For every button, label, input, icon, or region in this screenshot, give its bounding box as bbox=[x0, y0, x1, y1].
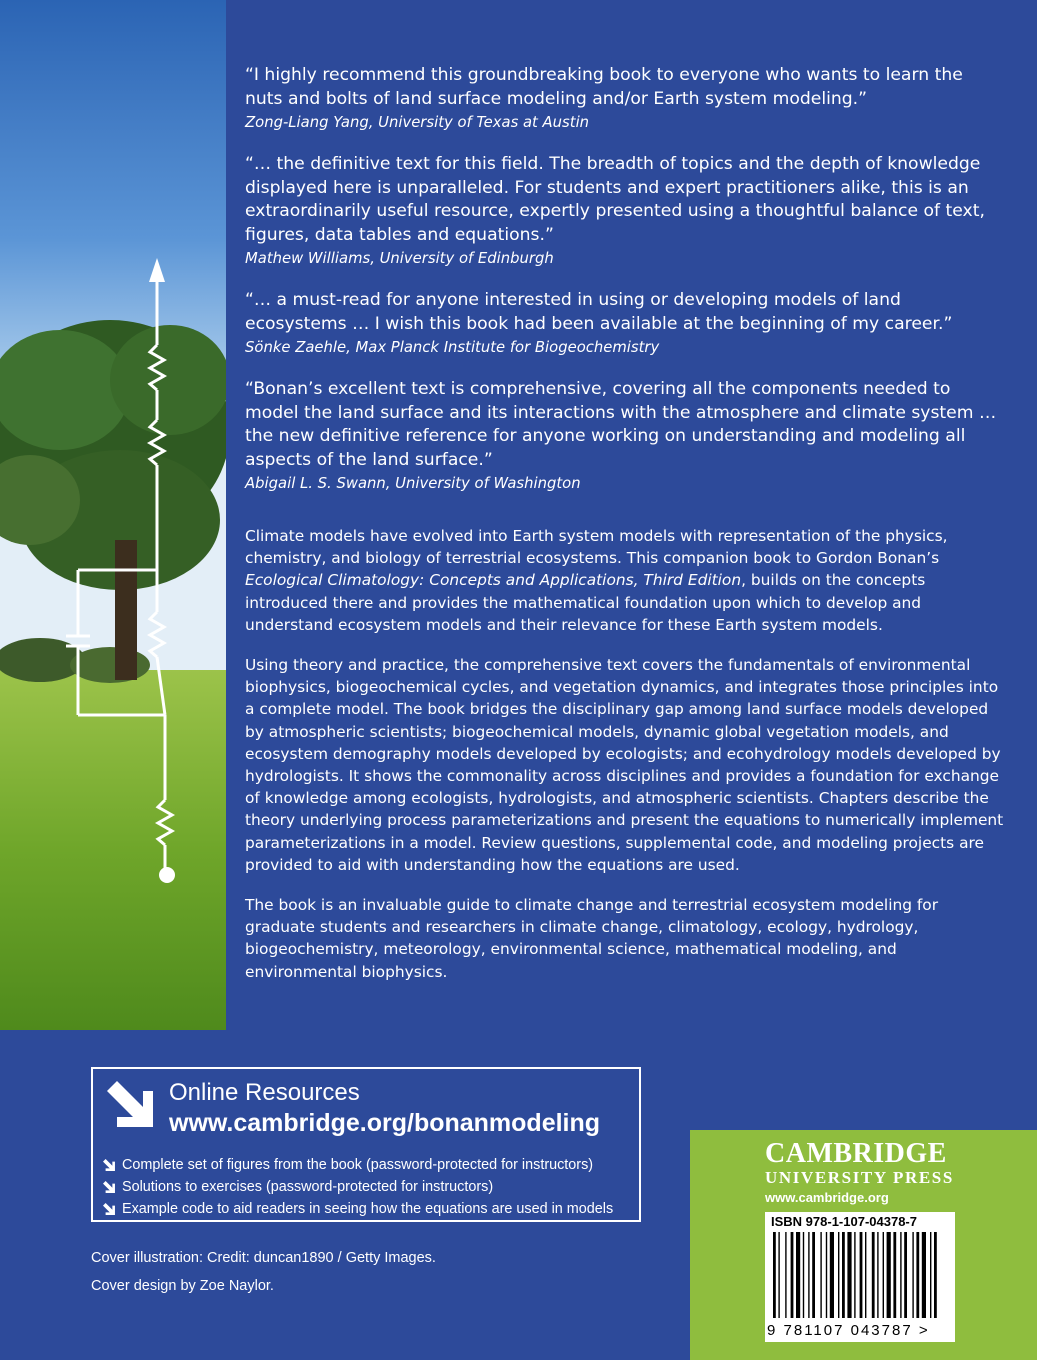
description-text: , builds on the concepts introduced there and provides the mathematical foundation upon which to develop and understand ecosystem models and their relevance for these Earth system models. bbox=[245, 571, 926, 634]
design-credit: Cover design by Zoe Naylor. bbox=[91, 1278, 274, 1294]
list-item bbox=[103, 1198, 613, 1220]
resource-item-text: Solutions to exercises (password-protected for instructors) bbox=[122, 1179, 494, 1195]
isbn-barcode-box bbox=[765, 1212, 955, 1342]
quote-text: “I highly recommend this groundbreaking book to everyone who wants to learn the nuts and bolts of land surface modeling and/or Earth system modeling.” bbox=[245, 65, 963, 109]
quote-attribution: Mathew Williams, University of Edinburgh bbox=[245, 250, 554, 267]
arrow-down-right-icon bbox=[107, 1081, 157, 1131]
back-cover-text bbox=[245, 64, 1005, 1001]
description-paragraph: Using theory and practice, the comprehensive text covers the fundamentals of environmental biophysics, biogeochemical cycles, and vegetation dynamics, and integrates those principles into a complete model. The book bridges the disciplinary gap among land surface models developed by atmospheric scientists; biogeochemical models, dynamic global vegetation models, and ecosystem demography models developed by ecologists; and ecohydrology models developed by hydrologists. It shows the commonality across disciplines and provides a foundation for exchange of knowledge among ecologists, hydrologists, and atmospheric scientists. Chapters describe the theory underlying process parameterizations and present the equations to numerically implement parameterizations in a model. Review questions, supplemental code, and modeling projects are provided to aid with understanding how the equations are used. bbox=[245, 656, 1004, 874]
description-paragraph: The book is an invaluable guide to climate change and terrestrial ecosystem modeling for graduate students and researchers in climate change, climatology, ecology, hydrology, biogeochemistry, meteorology, environmental science, mathematical modeling, and environmental biophysics. bbox=[245, 896, 939, 981]
quote-attribution: Sönke Zaehle, Max Planck Institute for Biogeochemistry bbox=[245, 339, 660, 356]
illustration-credit: Cover illustration: Credit: duncan1890 / Getty Images. bbox=[91, 1250, 436, 1266]
arrow-down-right-icon bbox=[103, 1203, 116, 1216]
resources-list bbox=[103, 1154, 613, 1220]
description-paragraph bbox=[245, 525, 1005, 636]
resource-item-text: Complete set of figures from the book (password-protected for instructors) bbox=[122, 1157, 594, 1173]
list-item bbox=[103, 1154, 613, 1176]
cover-photo bbox=[0, 0, 226, 1030]
quote-text: “… the definitive text for this field. The breadth of topics and the depth of knowledge displayed here is unparalleled. For students and expert practitioners alike, this is an extraordinarily useful resource, expertly presented using a thoughtful balance of text, figures, data tables and equations.” bbox=[245, 154, 985, 245]
review-quote bbox=[245, 64, 1005, 134]
companion-book-title: Ecological Climatology: Concepts and Applications, Third Edition bbox=[245, 571, 742, 590]
review-quote bbox=[245, 378, 1005, 495]
publisher-press: UNIVERSITY PRESS bbox=[765, 1168, 954, 1187]
barcode-digits: 9 781107 043787 > bbox=[767, 1322, 930, 1339]
publisher-website[interactable]: www.cambridge.org bbox=[765, 1190, 889, 1205]
list-item bbox=[103, 1176, 613, 1198]
arrow-down-right-icon bbox=[103, 1159, 116, 1172]
publisher-block bbox=[690, 1130, 1037, 1360]
review-quote bbox=[245, 153, 1005, 270]
quote-text: “Bonan’s excellent text is comprehensive, covering all the components needed to model the land surface and its interactions with the atmosphere and climate system … the new definitive reference for anyone working on understanding and modeling all aspects of the land surface.” bbox=[245, 379, 997, 470]
quote-attribution: Abigail L. S. Swann, University of Washington bbox=[245, 475, 581, 492]
online-resources-box bbox=[91, 1067, 641, 1222]
quote-text: “… a must-read for anyone interested in using or developing models of land ecosystems … I wish this book had been available at the beginning of my career.” bbox=[245, 290, 953, 334]
review-quote bbox=[245, 289, 1005, 359]
description-text: Climate models have evolved into Earth system models with representation of the physics, chemistry, and biology of terrestrial ecosystems. This companion book to Gordon Bonan’s bbox=[245, 527, 948, 568]
isbn-label: ISBN 978-1-107-04378-7 bbox=[771, 1214, 917, 1229]
resources-title: Online Resources bbox=[169, 1079, 360, 1106]
quote-attribution: Zong-Liang Yang, University of Texas at Austin bbox=[245, 114, 590, 131]
tree-field-illustration bbox=[0, 0, 226, 1030]
resources-url-link[interactable]: www.cambridge.org/bonanmodeling bbox=[169, 1109, 601, 1137]
arrow-down-right-icon bbox=[103, 1181, 116, 1194]
resource-item-text: Example code to aid readers in seeing how the equations are used in models bbox=[122, 1201, 614, 1217]
barcode bbox=[771, 1232, 949, 1320]
publisher-name: CAMBRIDGE bbox=[765, 1138, 947, 1169]
